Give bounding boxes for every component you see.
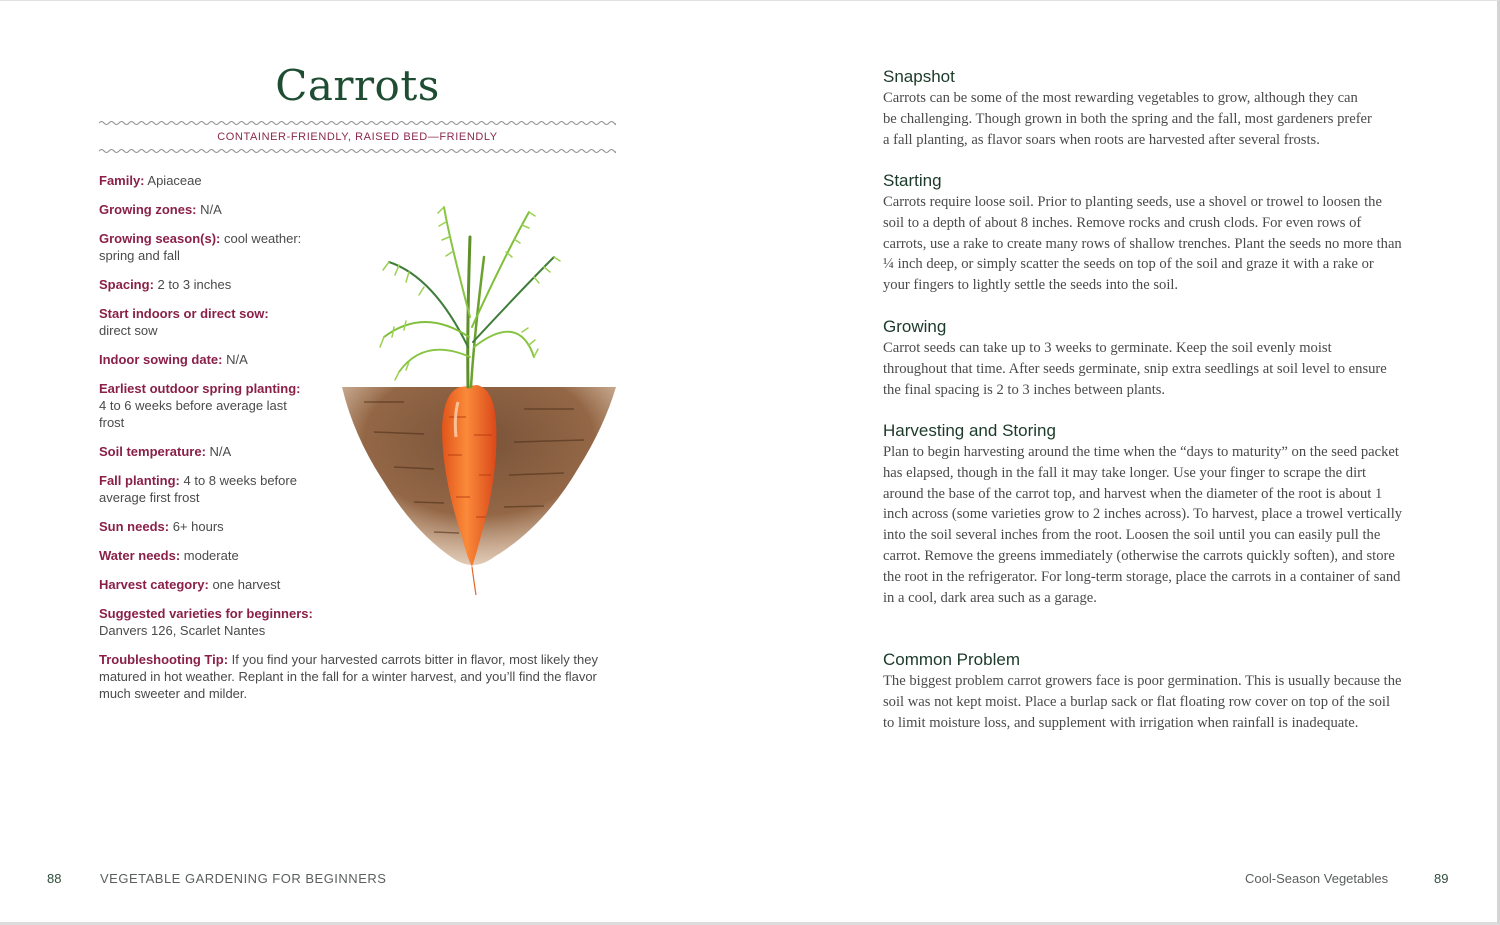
section-growing [883, 316, 1403, 400]
fact-label: Start indoors or direct sow: [99, 306, 269, 321]
fact-value: direct sow [99, 323, 158, 338]
fact-value: N/A [196, 202, 222, 217]
section-body: Carrot seeds can take up to 3 weeks to germinate. Keep the soil evenly moist throughout that time. After seeds germinate, snip extra seedlings at soil level to ensure the final spacing is 2 to 3 inches between plants. [883, 340, 1387, 398]
fact-soil-temperature [99, 443, 339, 460]
fact-value: Apiaceae [144, 173, 202, 188]
fact-label: Fall planting: [99, 473, 180, 488]
section-snapshot [883, 66, 1403, 150]
fact-harvest-category [99, 576, 339, 593]
fact-family [99, 172, 339, 189]
fact-growing-zones [99, 201, 339, 218]
fact-value: N/A [205, 444, 232, 459]
troubleshooting-tip [99, 651, 609, 702]
section-harvesting-and-storing [883, 420, 1403, 608]
carrot-in-soil-icon [334, 197, 624, 597]
fact-label: Harvest category: [99, 577, 209, 592]
wavy-divider-top [99, 119, 616, 127]
wavy-divider-bottom [99, 147, 616, 155]
fact-label: Indoor sowing date: [99, 352, 223, 367]
section-heading: Starting [883, 171, 942, 190]
fact-label: Family: [99, 173, 145, 188]
fact-label: Spacing: [99, 277, 154, 292]
fact-value: 4 to 8 weeks before average first frost [99, 473, 297, 505]
fact-growing-season [99, 230, 314, 264]
fact-value: N/A [222, 352, 248, 367]
fact-value: Danvers 126, Scarlet Nantes [99, 623, 266, 638]
fact-label: Water needs: [99, 548, 181, 563]
section-body: Carrots can be some of the most rewarding vegetables to grow, although they can be challenging. Though grown in both the spring and the fall, most gardeners prefer a fall planting, as flavor soars when roots are harvested after several frosts. [883, 90, 1372, 148]
fact-label: Soil temperature: [99, 444, 206, 459]
section-starting [883, 170, 1403, 296]
page-number-right: 89 [1434, 871, 1449, 886]
section-heading: Common Problem [883, 650, 1020, 669]
fact-sun-needs [99, 518, 339, 535]
section-body: The biggest problem carrot growers face is poor germination. This is usually because the soil was not kept moist. Place a burlap sack or flat floating row cover on top of the soil to limit moisture loss, and supplement with irrigation when rainfall is inadequate. [883, 673, 1402, 731]
tip-label: Troubleshooting Tip: [99, 652, 229, 667]
fact-suggested-varieties [99, 605, 339, 639]
running-head-right: Cool-Season Vegetables [1245, 871, 1389, 886]
right-page [750, 1, 1497, 922]
section-common-problem [883, 649, 1403, 733]
fact-indoor-sowing-date [99, 351, 339, 368]
fact-label: Growing season(s): [99, 231, 221, 246]
fact-label: Earliest outdoor spring planting: [99, 381, 301, 396]
fact-value: 2 to 3 inches [153, 277, 232, 292]
fact-start-method [99, 305, 284, 339]
page-number-left: 88 [47, 871, 62, 886]
fact-value: 6+ hours [169, 519, 224, 534]
section-heading: Growing [883, 317, 947, 336]
fact-earliest-spring-planting [99, 380, 309, 431]
fact-water-needs [99, 547, 339, 564]
left-page [0, 1, 750, 922]
fact-value: moderate [180, 548, 239, 563]
fact-label: Suggested varieties for beginners: [99, 606, 313, 621]
fact-value: one harvest [208, 577, 281, 592]
fact-label: Sun needs: [99, 519, 170, 534]
fact-fall-planting [99, 472, 314, 506]
fact-value: 4 to 6 weeks before average last frost [99, 398, 287, 430]
plant-facts-list [99, 172, 339, 651]
section-body: Plan to begin harvesting around the time when the “days to maturity” on the seed packet has elapsed, though in the fall it may take longer. Use your finger to scrape the dirt around the base of the carrot top, and harvest when the diameter of the root is about 1 inch across (some varieties grow to 2 inches across). To harvest, place a trowel vertically into the soil several inches from the root. Loosen the soil until you can easily pull the carrot. Remove the greens immediately (otherwise the carrots quickly soften), and store the root in the refrigerator. For long-term storage, place the carrots in a container of sand in a cool, dark area such as a garage. [883, 444, 1403, 606]
fact-spacing [99, 276, 339, 293]
tip-text: If you find your harvested carrots bitter in flavor, most likely they matured in hot weather. Replant in the fall for a winter harvest, and you’ll find the flavor much sweeter and milder. [99, 652, 598, 701]
fact-value: cool weather: spring and fall [99, 231, 302, 263]
page-title: Carrots [275, 61, 440, 110]
fact-label: Growing zones: [99, 202, 197, 217]
tagline: CONTAINER-FRIENDLY, RAISED BED—FRIENDLY [217, 131, 498, 143]
carrot-illustration [334, 197, 624, 597]
section-heading: Snapshot [883, 67, 955, 86]
section-body: Carrots require loose soil. Prior to planting seeds, use a shovel or trowel to loosen the soil to a depth of about 8 inches. Remove rocks and crush clods. For even rows of carrots, use a rake to create many rows of shallow trenches. Plant the seeds no more than ¼ inch deep, or simply scatter the seeds on top of the soil and graze it with a rake or your fingers to lightly settle the seeds into the soil. [883, 194, 1402, 294]
running-head-left: VEGETABLE GARDENING FOR BEGINNERS [100, 871, 387, 886]
section-heading: Harvesting and Storing [883, 421, 1056, 440]
